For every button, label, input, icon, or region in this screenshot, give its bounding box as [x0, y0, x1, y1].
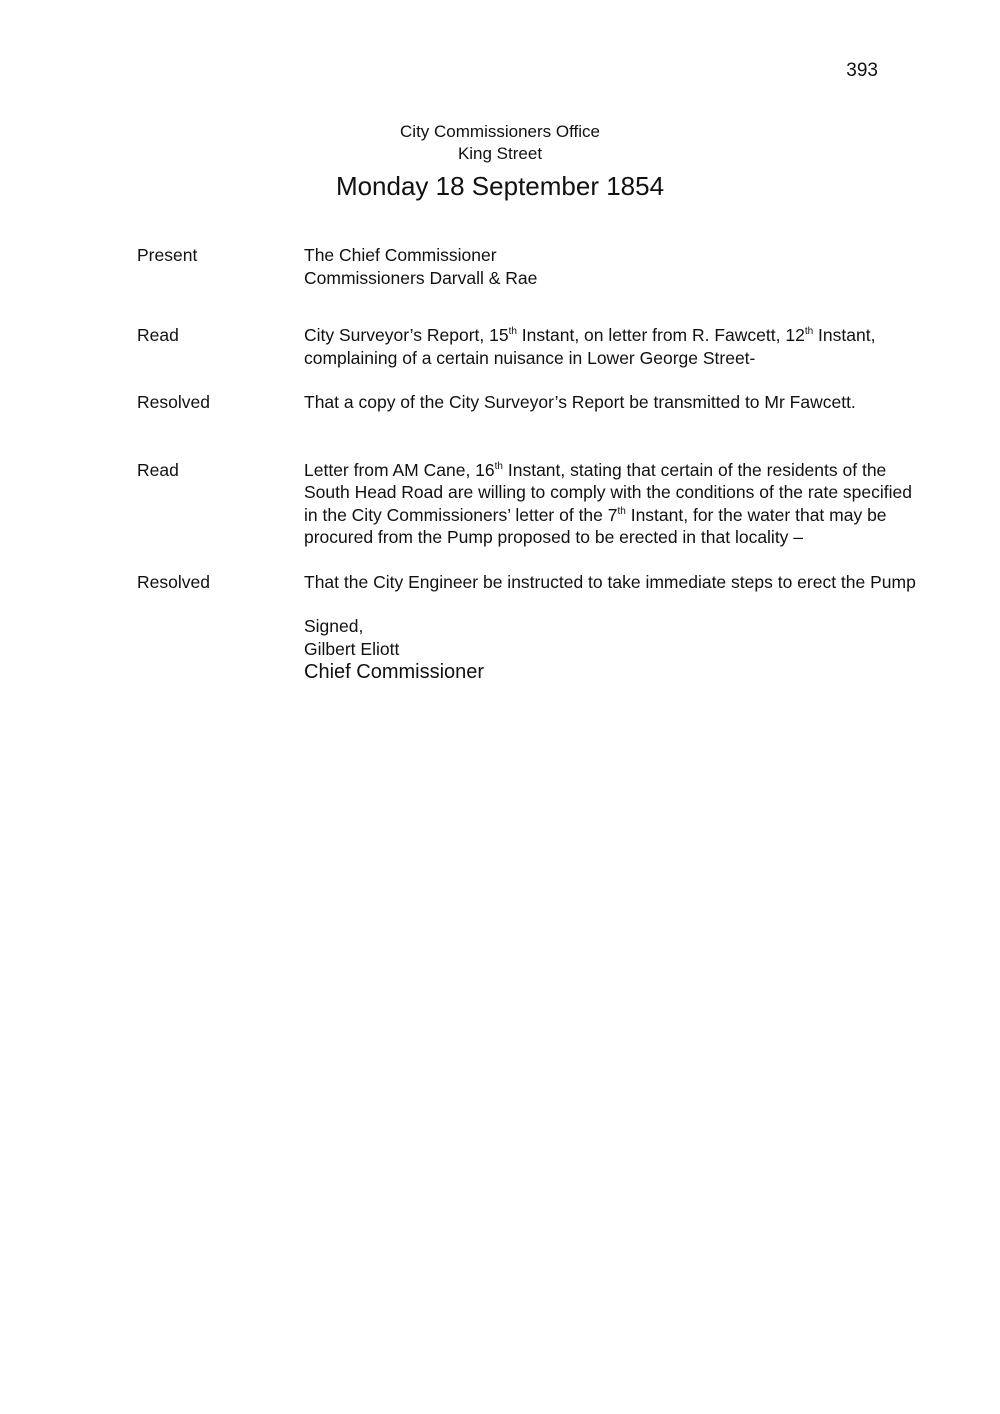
entry-text: That a copy of the City Surveyor’s Report be transmitted to Mr Fawcett.: [304, 392, 856, 412]
minutes-body: [137, 244, 937, 684]
entry-text: Letter from AM Cane, 16th Instant, stating that certain of the residents of the South Head Road are willing to comply with the conditions of the rate specified in the City Commissioners’ letter of the 7th Instant, for the water that may be procured from the Pump proposed to be erected in that locality –: [304, 459, 912, 547]
entry-read: [137, 459, 937, 549]
signature-block: [304, 615, 929, 684]
document-header: [0, 121, 1000, 203]
attendee-line: Commissioners Darvall & Rae: [304, 267, 538, 288]
entry-text: That the City Engineer be instructed to take immediate steps to erect the Pump: [304, 571, 916, 592]
entry-label: Present: [137, 245, 198, 265]
entry-content: [304, 459, 929, 549]
entry-label: Read: [137, 459, 179, 480]
page-number: 393: [846, 60, 878, 81]
entry-content: [304, 391, 929, 414]
meeting-date: Monday 18 September 1854: [335, 171, 665, 201]
signatory-title: Chief Commissioner: [304, 661, 485, 683]
entry-content: [304, 571, 929, 685]
attendee-line: The Chief Commissioner: [304, 245, 497, 265]
entry-label: Resolved: [137, 392, 210, 412]
entry-read: [137, 324, 937, 369]
entry-resolved: [137, 391, 937, 414]
street-name: King Street: [457, 144, 543, 163]
entry-text: City Surveyor’s Report, 15th Instant, on letter from R. Fawcett, 12th Instant, complaining of a certain nuisance in Lower George Street-: [304, 325, 876, 368]
entry-content: [304, 244, 929, 289]
entry-content: [304, 324, 929, 369]
office-name: City Commissioners Office: [400, 122, 600, 141]
entry-present: [137, 244, 937, 289]
signatory-name: Gilbert Eliott: [304, 638, 400, 659]
entry-resolved: [137, 571, 937, 685]
entry-label: Read: [137, 325, 179, 345]
entry-label: Resolved: [137, 571, 210, 592]
signed-label: Signed,: [304, 616, 364, 636]
